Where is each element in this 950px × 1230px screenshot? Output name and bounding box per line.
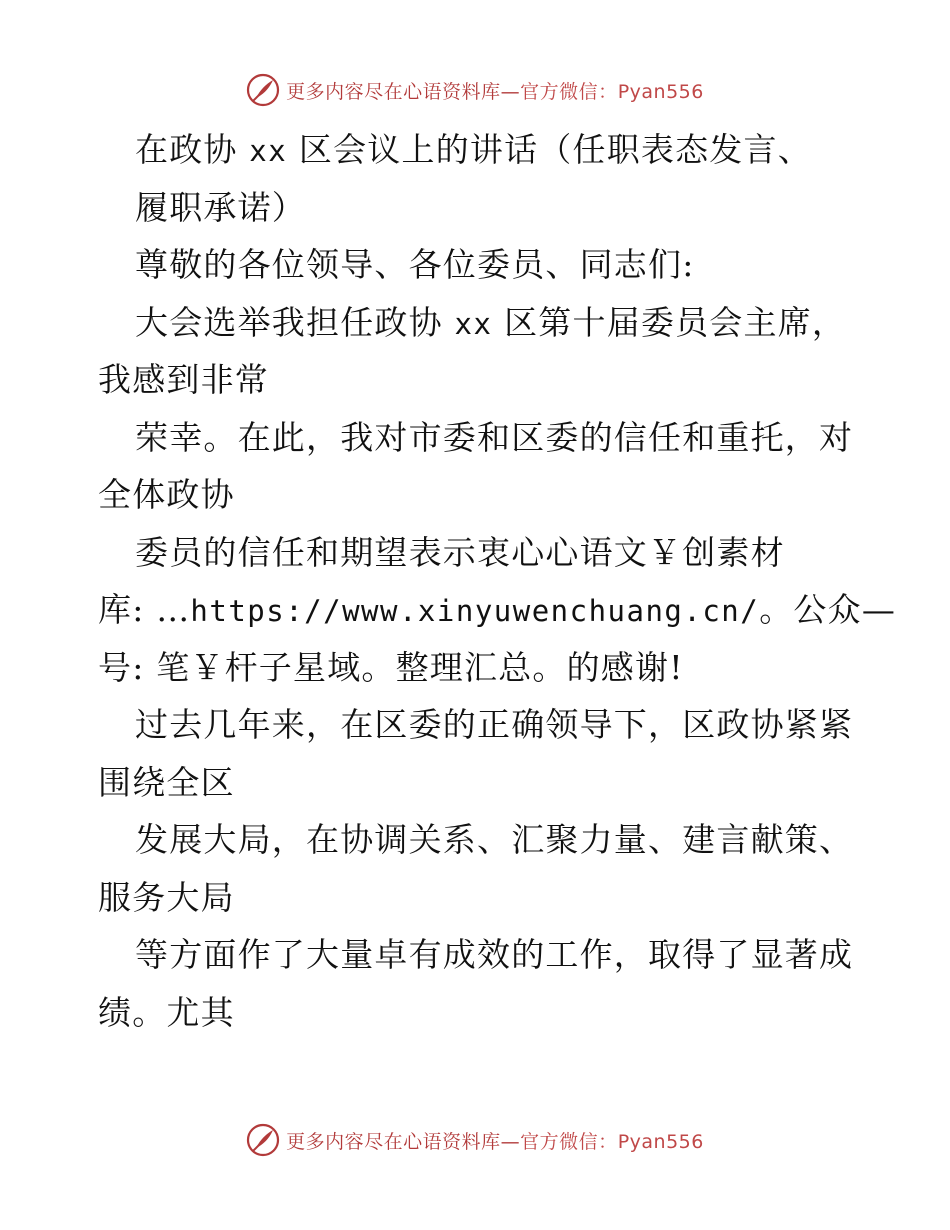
body-line: 围绕全区 — [98, 762, 235, 802]
body-line: 我感到非常 — [98, 360, 269, 399]
body-line: 绩。尤其 — [98, 992, 235, 1032]
body-line: 库: …https://www.xinyuwenchuang.cn/。公众— — [98, 590, 897, 629]
document-body — [98, 121, 897, 1041]
footer-banner — [0, 1120, 950, 1160]
body-line: 荣幸。在此，我对市委和区委的信任和重托，对 — [135, 417, 854, 457]
body-line: 号: 笔￥杆子星域。整理汇总。的感谢! — [98, 647, 684, 687]
body-line: 在政协 xx 区会议上的讲话（任职表态发言、 — [135, 130, 812, 169]
body-line: 过去几年来，在区委的正确领导下，区政协紧紧 — [135, 705, 854, 744]
body-line: 发展大局，在协调关系、汇聚力量、建言献策、 — [135, 820, 854, 859]
body-line: 履职承诺） — [135, 187, 306, 227]
body-line: 等方面作了大量卓有成效的工作，取得了显著成 — [135, 935, 854, 974]
feather-quill-logo-icon — [246, 1123, 280, 1157]
body-line: 委员的信任和期望表示衷心心语文￥创素材 — [135, 532, 785, 572]
footer-brand-text: 更多内容尽在心语资料库—官方微信：Pyan556 — [286, 1130, 704, 1153]
body-line: 全体政协 — [98, 475, 235, 514]
body-line: 服务大局 — [98, 877, 235, 917]
header-brand-text: 更多内容尽在心语资料库—官方微信：Pyan556 — [286, 80, 704, 103]
body-line: 大会选举我担任政协 xx 区第十届委员会主席， — [135, 302, 847, 342]
header-banner — [0, 70, 950, 110]
feather-quill-logo-icon — [246, 73, 280, 107]
body-line: 尊敬的各位领导、各位委员、同志们: — [135, 245, 695, 284]
